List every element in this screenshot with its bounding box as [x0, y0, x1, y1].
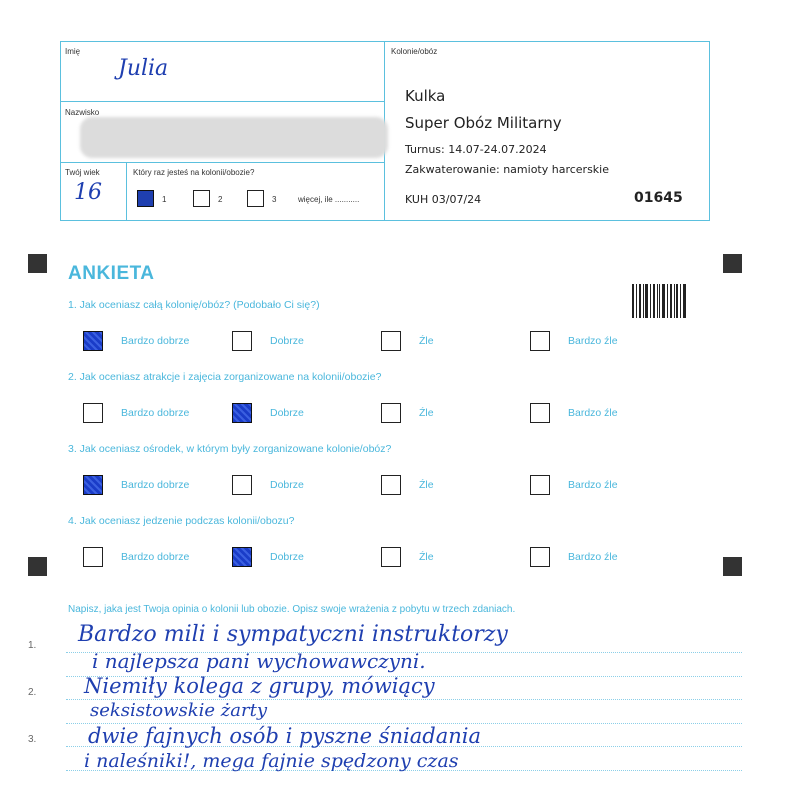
times-option-more: więcej, ile ........... — [298, 195, 360, 204]
question-3-checkbox-2[interactable] — [232, 475, 252, 495]
registration-mark-top-right — [723, 254, 742, 273]
question-4-option-label-2: Dobrze — [270, 551, 304, 563]
line-number-2: 2. — [28, 687, 37, 698]
question-1-option-label-3: Źle — [419, 335, 434, 347]
header-divider-age — [126, 162, 127, 221]
question-2-option-label-4: Bardzo źle — [568, 407, 618, 419]
times-option-2: 2 — [218, 195, 223, 204]
question-1-checkbox-1[interactable] — [83, 331, 103, 351]
question-2-option-label-2: Dobrze — [270, 407, 304, 419]
first-name-value: Julia — [118, 56, 169, 81]
handwritten-line-6: i naleśniki!, mega fajnie spędzony czas — [84, 750, 459, 772]
times-option-3: 3 — [272, 195, 277, 204]
question-4-checkbox-1[interactable] — [83, 547, 103, 567]
times-checkbox-3[interactable] — [247, 190, 264, 207]
question-2-option-label-1: Bardzo dobrze — [121, 407, 190, 419]
question-4-checkbox-3[interactable] — [381, 547, 401, 567]
survey-title: ANKIETA — [68, 263, 155, 284]
times-checkbox-1[interactable] — [137, 190, 154, 207]
question-2-checkbox-3[interactable] — [381, 403, 401, 423]
handwritten-line-3: Niemiły kolega z grupy, mówiący — [84, 674, 435, 698]
question-1: 1. Jak oceniasz całą kolonię/obóz? (Podobało Ci się?) — [68, 299, 320, 311]
camp-title: Super Obóz Militarny — [405, 114, 562, 132]
question-4-option-label-3: Źle — [419, 551, 434, 563]
question-3-checkbox-1[interactable] — [83, 475, 103, 495]
question-3-option-label-3: Źle — [419, 479, 434, 491]
last-name-redaction — [80, 117, 388, 158]
first-name-label: Imię — [65, 47, 81, 56]
times-option-1: 1 — [162, 195, 167, 204]
question-4-option-label-4: Bardzo źle — [568, 551, 618, 563]
times-label: Który raz jesteś na kolonii/obozie? — [133, 168, 255, 177]
question-4: 4. Jak oceniasz jedzenie podczas kolonii/obozu? — [68, 515, 295, 527]
question-4-checkbox-4[interactable] — [530, 547, 550, 567]
handwritten-line-2: i najlepsza pani wychowawczyni. — [92, 649, 426, 673]
question-1-checkbox-2[interactable] — [232, 331, 252, 351]
times-checkbox-2[interactable] — [193, 190, 210, 207]
question-3-option-label-1: Bardzo dobrze — [121, 479, 190, 491]
question-3-checkbox-4[interactable] — [530, 475, 550, 495]
handwritten-line-5: dwie fajnych osób i pyszne śniadania — [88, 724, 482, 748]
question-4-option-label-1: Bardzo dobrze — [121, 551, 190, 563]
age-label: Twój wiek — [65, 168, 100, 177]
camp-turnus: Turnus: 14.07-24.07.2024 — [405, 143, 547, 156]
camp-accommodation: Zakwaterowanie: namioty harcerskie — [405, 163, 609, 176]
age-value: 16 — [74, 180, 102, 205]
registration-mark-bottom-right — [723, 557, 742, 576]
header-divider-name — [60, 101, 384, 102]
question-4-checkbox-2[interactable] — [232, 547, 252, 567]
registration-mark-top-left — [28, 254, 47, 273]
line-number-3: 3. — [28, 734, 37, 745]
question-3-option-label-2: Dobrze — [270, 479, 304, 491]
camp-label: Kolonie/obóz — [391, 47, 438, 56]
registration-mark-bottom-left — [28, 557, 47, 576]
question-3-checkbox-3[interactable] — [381, 475, 401, 495]
last-name-label: Nazwisko — [65, 108, 100, 117]
question-2-checkbox-1[interactable] — [83, 403, 103, 423]
question-1-checkbox-4[interactable] — [530, 331, 550, 351]
opinion-prompt: Napisz, jaka jest Twoja opinia o kolonii lub obozie. Opisz swoje wrażenia z pobytu w trzech zdaniach. — [68, 604, 516, 615]
question-1-option-label-2: Dobrze — [270, 335, 304, 347]
question-1-option-label-4: Bardzo źle — [568, 335, 618, 347]
question-2-checkbox-4[interactable] — [530, 403, 550, 423]
camp-name: Kulka — [405, 87, 446, 105]
question-2-checkbox-2[interactable] — [232, 403, 252, 423]
line-number-1: 1. — [28, 640, 37, 651]
handwritten-line-4: seksistowskie żarty — [90, 700, 268, 721]
question-1-checkbox-3[interactable] — [381, 331, 401, 351]
camp-number: 01645 — [634, 190, 683, 206]
handwritten-line-1: Bardzo mili i sympatyczni instruktorzy — [78, 622, 508, 647]
header-divider-lastname — [60, 162, 384, 163]
question-2: 2. Jak oceniasz atrakcje i zajęcia zorganizowane na kolonii/obozie? — [68, 371, 382, 383]
camp-code: KUH 03/07/24 — [405, 193, 482, 206]
question-3: 3. Jak oceniasz ośrodek, w którym były zorganizowane kolonie/obóz? — [68, 443, 392, 455]
question-1-option-label-1: Bardzo dobrze — [121, 335, 190, 347]
barcode-icon — [632, 284, 687, 318]
question-3-option-label-4: Bardzo źle — [568, 479, 618, 491]
question-2-option-label-3: Źle — [419, 407, 434, 419]
